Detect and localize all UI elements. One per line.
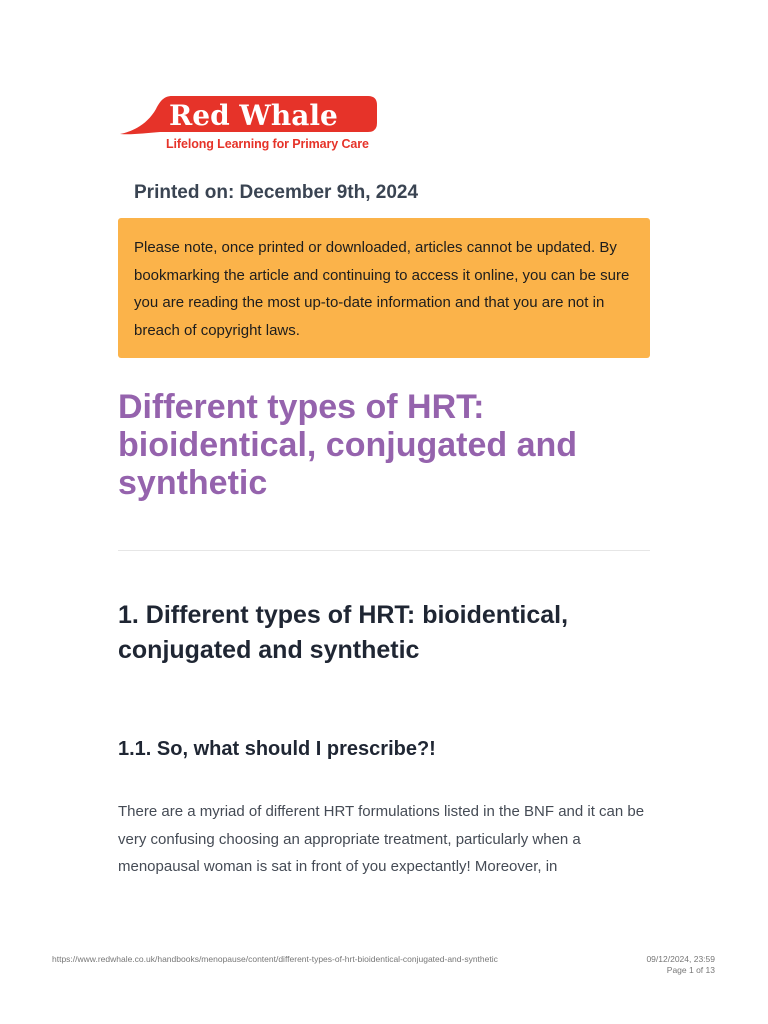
red-whale-logo xyxy=(120,93,382,155)
footer-datetime: 09/12/2024, 23:59 xyxy=(646,954,715,964)
section-heading: 1. Different types of HRT: bioidentical, conjugated and synthetic xyxy=(118,601,569,664)
body-paragraph: There are a myriad of different HRT formulations listed in the BNF and it can be very confusing choosing an appropriate treatment, particularly when a menopausal woman is sat in front of you expectantly! Moreover, in xyxy=(118,803,645,875)
divider xyxy=(118,550,650,551)
printed-date: Printed on: December 9th, 2024 xyxy=(134,182,419,203)
logo-tagline: Lifelong Learning for Primary Care xyxy=(166,137,369,151)
subsection-heading: 1.1. So, what should I prescribe?! xyxy=(118,738,436,760)
logo-banner xyxy=(120,93,382,137)
footer-meta xyxy=(646,954,715,976)
footer-page-number: Page 1 of 13 xyxy=(666,965,715,975)
notice-box: Please note, once printed or downloaded, articles cannot be updated. By bookmarking the article and continuing to access it online, you can be sure you are reading the most up-to-date information and that you are not in breach of copyright laws. xyxy=(118,218,650,358)
svg-text:Red Whale: Red Whale xyxy=(169,99,338,132)
article-title: Different types of HRT: bioidentical, conjugated and synthetic xyxy=(118,388,578,502)
footer-url: https://www.redwhale.co.uk/handbooks/menopause/content/different-types-of-hrt-bioidentical-conjugated-and-synthetic xyxy=(52,954,498,964)
